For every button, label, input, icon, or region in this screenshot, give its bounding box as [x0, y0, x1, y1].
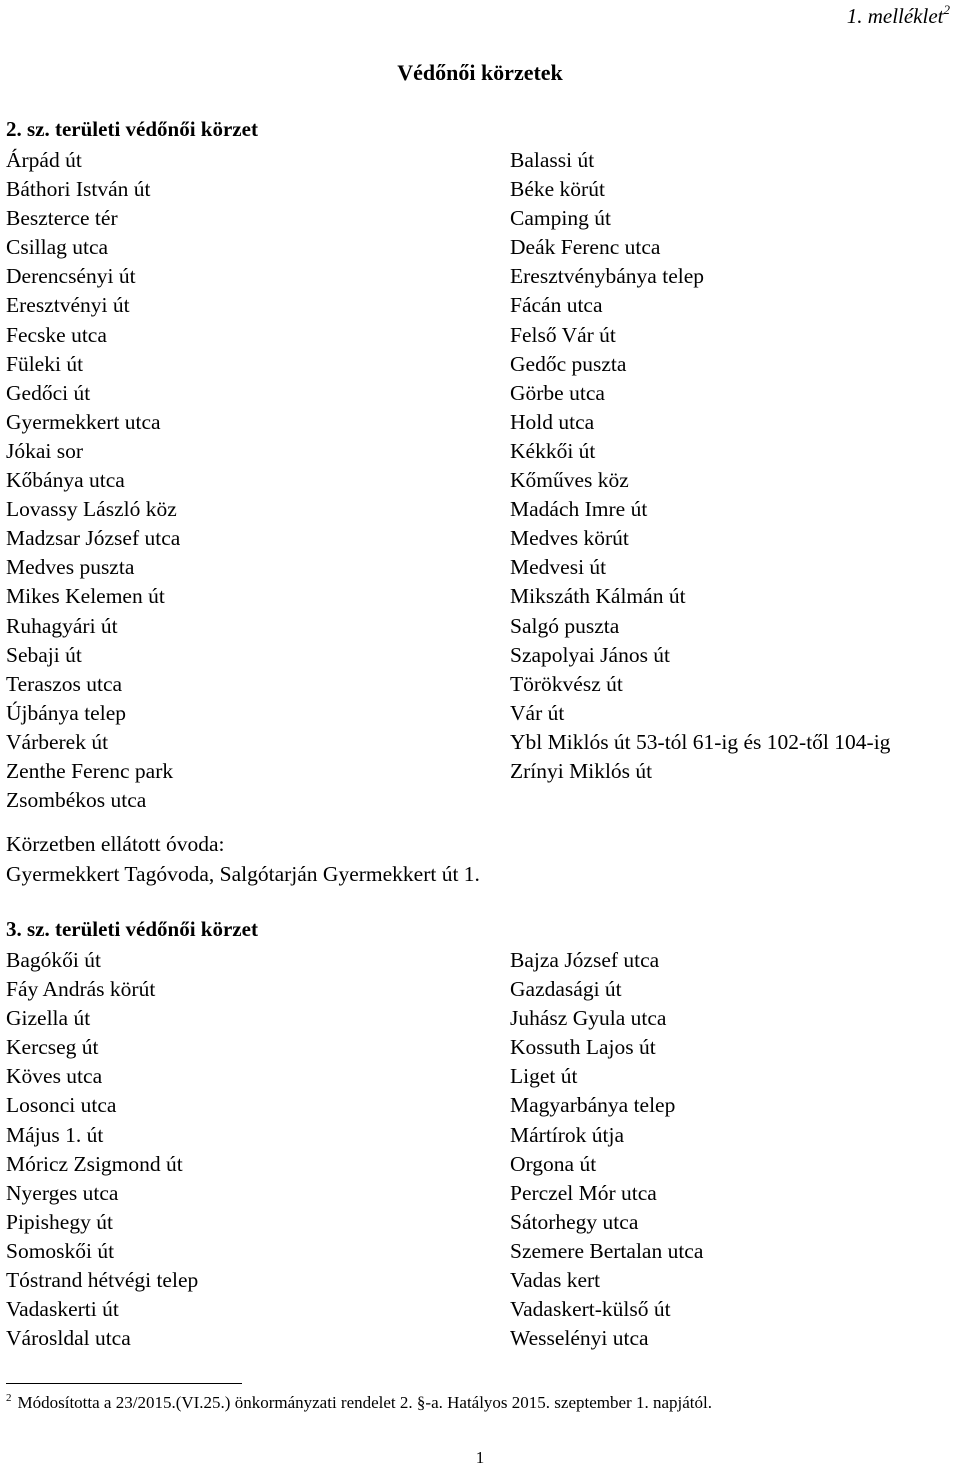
street-item: Vár út	[510, 700, 565, 725]
street-item: Füleki út	[6, 351, 84, 376]
street-item: Görbe utca	[510, 380, 605, 405]
street-item: Mártírok útja	[510, 1122, 625, 1147]
street-item: Wesselényi utca	[510, 1326, 649, 1351]
street-item: Zrínyi Miklós út	[510, 758, 653, 783]
street-item: Sátorhegy utca	[510, 1209, 639, 1234]
street-item: Bajza József utca	[510, 948, 660, 972]
street-item: Vadaskerti út	[6, 1297, 119, 1322]
district-2-heading: 2. sz. területi védőnői körzet	[6, 117, 258, 141]
page-number: 1	[475, 1448, 485, 1467]
street-item: Mikszáth Kálmán út	[510, 584, 686, 609]
street-item: Báthori István út	[6, 177, 151, 202]
street-item: Kékkői út	[510, 438, 596, 463]
street-item: Hold utca	[510, 409, 595, 434]
street-item: Eresztvénybánya telep	[510, 264, 705, 289]
street-item: Juhász Gyula utca	[510, 1006, 667, 1031]
street-item: Vadas kert	[510, 1268, 601, 1293]
street-item: Ybl Miklós út 53-tól 61-ig és 102-től 104-ig	[510, 729, 891, 754]
annex-footnote-mark: 2	[943, 2, 950, 17]
footnote	[6, 1392, 712, 1413]
street-item: Zenthe Ferenc park	[6, 758, 174, 783]
street-item: Béke körút	[510, 177, 605, 202]
street-item: Perczel Mór utca	[510, 1180, 657, 1205]
street-item: Gazdasági út	[510, 977, 622, 1002]
street-item: Gyermekkert utca	[6, 409, 161, 434]
street-item: Balassi út	[510, 148, 595, 172]
street-item: Szemere Bertalan utca	[510, 1238, 704, 1263]
street-item: Losonci utca	[6, 1093, 117, 1118]
street-item: Szapolyai János út	[510, 642, 671, 667]
street-item: Somoskői út	[6, 1238, 115, 1263]
street-item: Beszterce tér	[6, 206, 118, 231]
street-item: Csillag utca	[6, 235, 109, 260]
street-item: Vadaskert-külső út	[510, 1297, 671, 1322]
street-item: Felső Vár út	[510, 322, 616, 347]
district-2-right-list	[510, 146, 890, 786]
street-item: Kőbánya utca	[6, 468, 125, 493]
street-item: Pipishegy út	[6, 1209, 113, 1234]
district-2-left-list	[6, 146, 180, 815]
district-3-heading: 3. sz. területi védőnői körzet	[6, 917, 258, 941]
street-item: Medvesi út	[510, 555, 607, 580]
street-item: Törökvész út	[510, 671, 623, 696]
street-item: Gedőci út	[6, 380, 91, 405]
street-item: Madzsar József utca	[6, 526, 181, 551]
street-item: Bagókői út	[6, 948, 101, 972]
street-item: Mikes Kelemen út	[6, 584, 165, 609]
street-item: Várberek út	[6, 729, 109, 754]
street-item: Madách Imre út	[510, 497, 648, 522]
street-item: Teraszos utca	[6, 671, 123, 696]
street-item: Medves körút	[510, 526, 629, 551]
street-item: Magyarbánya telep	[510, 1093, 676, 1118]
street-item: Május 1. út	[6, 1122, 104, 1147]
street-item: Sebaji út	[6, 642, 82, 667]
street-item: Salgó puszta	[510, 613, 620, 638]
street-item: Városldal utca	[6, 1326, 131, 1351]
street-item: Zsombékos utca	[6, 788, 147, 813]
street-item: Kercseg út	[6, 1035, 99, 1060]
street-item: Orgona út	[510, 1151, 597, 1176]
street-item: Gizella út	[6, 1006, 91, 1031]
street-item: Ruhagyári út	[6, 613, 118, 638]
street-item: Camping út	[510, 206, 611, 231]
street-item: Fácán utca	[510, 293, 603, 318]
street-item: Köves utca	[6, 1064, 103, 1089]
footnote-mark: 2	[6, 1392, 12, 1404]
district-3-left-list	[6, 946, 198, 1353]
district-3-right-list	[510, 946, 703, 1353]
street-item: Eresztvényi út	[6, 293, 130, 318]
street-item: Gedőc puszta	[510, 351, 627, 376]
footnote-text: Módosította a 23/2015.(VI.25.) önkormányzati rendelet 2. §-a. Hatályos 2015. szeptember 1. napjától.	[17, 1393, 712, 1412]
street-item: Lovassy László köz	[6, 497, 177, 522]
district-2-kindergarten-label: Körzetben ellátott óvoda:	[6, 832, 225, 856]
street-item: Jókai sor	[6, 438, 84, 463]
street-item: Deák Ferenc utca	[510, 235, 661, 260]
street-item: Medves puszta	[6, 555, 135, 580]
street-item: Árpád út	[6, 148, 82, 172]
district-2-kindergarten: Gyermekkert Tagóvoda, Salgótarján Gyermekkert út 1.	[6, 862, 480, 886]
street-item: Fáy András körút	[6, 977, 156, 1002]
street-item: Liget út	[510, 1064, 578, 1089]
street-item: Derencsényi út	[6, 264, 136, 289]
street-item: Fecske utca	[6, 322, 107, 347]
street-item: Újbánya telep	[6, 700, 126, 725]
street-item: Nyerges utca	[6, 1180, 119, 1205]
street-item: Kossuth Lajos út	[510, 1035, 656, 1060]
street-item: Móricz Zsigmond út	[6, 1151, 183, 1176]
footnote-divider	[6, 1383, 242, 1384]
annex-label: 1. melléklet$^2$	[846, 2, 950, 28]
street-item: Kőműves köz	[510, 468, 629, 493]
street-item: Tóstrand hétvégi telep	[6, 1268, 199, 1293]
page-title: Védőnői körzetek	[397, 60, 563, 85]
